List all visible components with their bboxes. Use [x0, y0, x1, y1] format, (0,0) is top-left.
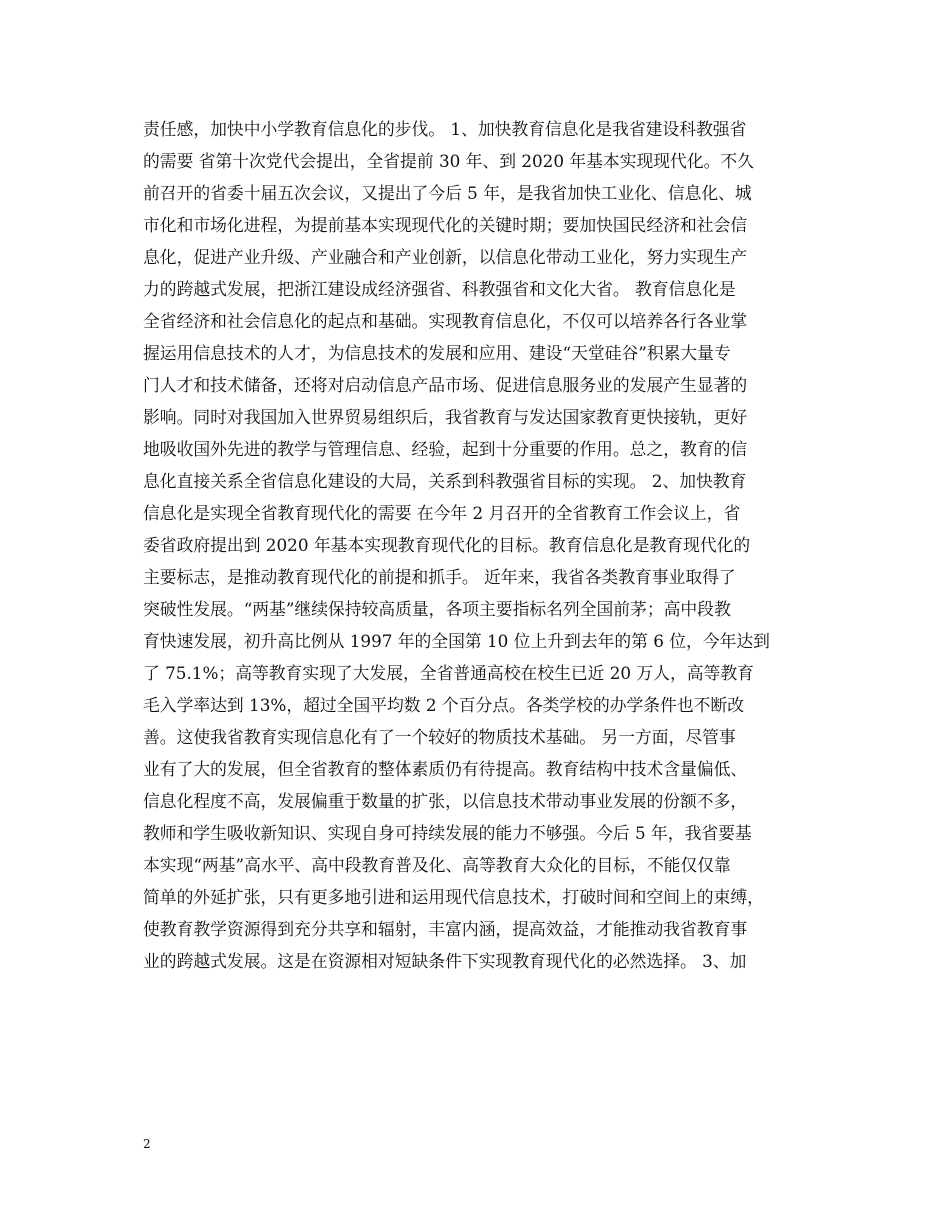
text-line: 毛入学率达到 13%，超过全国平均数 2 个百分点。各类学校的办学条件也不断改 — [143, 695, 744, 715]
text-line: 业有了大的发展，但全省教育的整体素质仍有待提高。教育结构中技术含量偏低、 — [143, 759, 748, 779]
text-line: 业的跨越式发展。这是在资源相对短缺条件下实现教育现代化的必然选择。 3、加 — [143, 951, 747, 971]
text-line: 善。这使我省教育实现信息化有了一个较好的物质技术基础。 另一方面，尽管事 — [143, 727, 736, 747]
text-line: 握运用信息技术的人才，为信息技术的发展和应用、建设“天堂硅谷”积累大量专 — [143, 343, 731, 363]
text-line: 的需要 省第十次党代会提出，全省提前 30 年、到 2020 年基本实现现代化。不久 — [143, 151, 754, 171]
text-line: 了 75.1%；高等教育实现了大发展，全省普通高校在校生已近 20 万人，高等教育 — [143, 663, 754, 683]
text-line: 突破性发展。“两基”继续保持较高质量，各项主要指标名列全国前茅；高中段教 — [143, 599, 731, 619]
text-line: 市化和市场化进程，为提前基本实现现代化的关键时期；要加快国民经济和社会信 — [143, 215, 748, 235]
text-line: 影响。同时对我国加入世界贸易组织后，我省教育与发达国家教育更快接轨，更好 — [143, 407, 748, 427]
text-line: 力的跨越式发展，把浙江建设成经济强省、科教强省和文化大省。 教育信息化是 — [143, 279, 736, 299]
text-line: 责任感，加快中小学教育信息化的步伐。 1、加快教育信息化是我省建设科教强省 — [143, 119, 747, 139]
text-line: 息化直接关系全省信息化建设的大局，关系到科教强省目标的实现。 2、加快教育 — [143, 471, 747, 491]
page-number: 2 — [143, 1137, 151, 1151]
text-line: 信息化是实现全省教育现代化的需要 在今年 2 月召开的全省教育工作会议上，省 — [143, 503, 741, 523]
text-line: 前召开的省委十届五次会议，又提出了今后 5 年，是我省加快工业化、信息化、城 — [143, 183, 752, 203]
text-line: 地吸收国外先进的教学与管理信息、经验，起到十分重要的作用。总之，教育的信 — [143, 439, 748, 459]
text-line: 主要标志，是推动教育现代化的前提和抓手。 近年来，我省各类教育事业取得了 — [143, 567, 736, 587]
text-line: 息化，促进产业升级、产业融合和产业创新，以信息化带动工业化，努力实现生产 — [143, 247, 748, 267]
text-line: 教师和学生吸收新知识、实现自身可持续发展的能力不够强。今后 5 年，我省要基 — [143, 823, 752, 843]
text-line: 育快速发展，初升高比例从 1997 年的全国第 10 位上升到去年的第 6 位，今年达到 — [143, 631, 770, 651]
text-line: 使教育教学资源得到充分共享和辐射，丰富内涵，提高效益，才能推动我省教育事 — [143, 919, 748, 939]
text-line: 门人才和技术储备，还将对启动信息产品市场、促进信息服务业的发展产生显著的 — [143, 375, 748, 395]
text-line: 本实现“两基”高水平、高中段教育普及化、高等教育大众化的目标，不能仅仅靠 — [143, 855, 731, 875]
body-text — [143, 113, 813, 977]
text-line: 信息化程度不高，发展偏重于数量的扩张，以信息技术带动事业发展的份额不多， — [143, 791, 748, 811]
text-line: 全省经济和社会信息化的起点和基础。实现教育信息化，不仅可以培养各行各业掌 — [143, 311, 748, 331]
text-line: 委省政府提出到 2020 年基本实现教育现代化的目标。教育信息化是教育现代化的 — [143, 535, 751, 555]
text-line: 简单的外延扩张，只有更多地引进和运用现代信息技术，打破时间和空间上的束缚， — [143, 887, 764, 907]
